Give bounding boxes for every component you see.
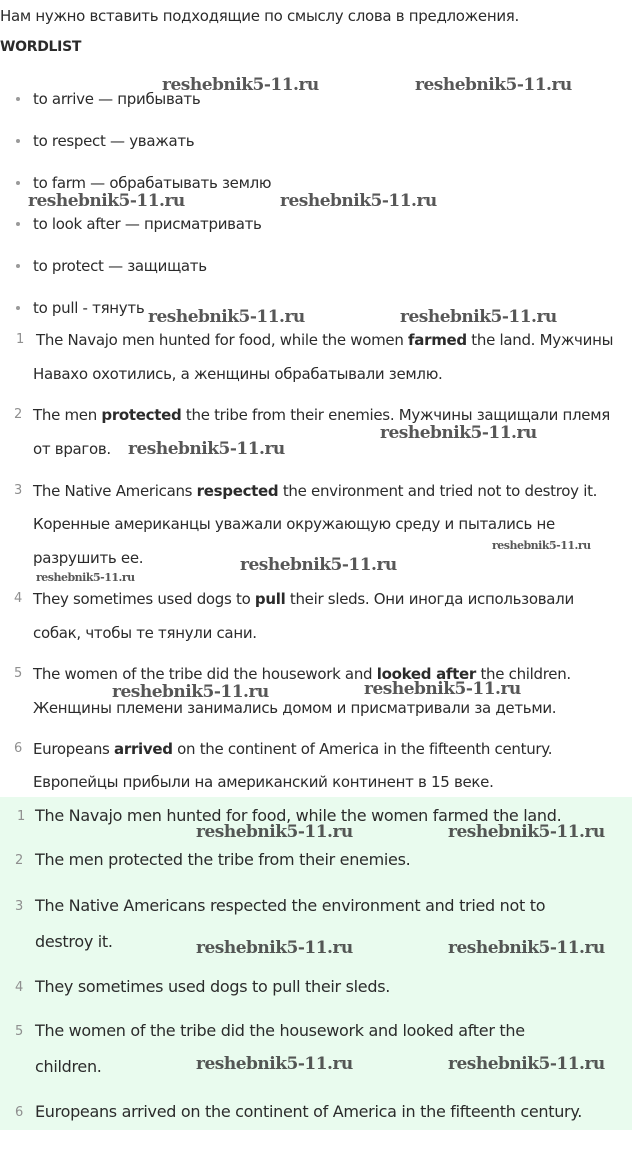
watermark: reshebnik5-11.ru <box>492 539 591 552</box>
answer-number: 4 <box>15 980 24 995</box>
watermark: reshebnik5-11.ru <box>448 938 605 958</box>
watermark: reshebnik5-11.ru <box>36 571 135 584</box>
sentence-translation: от врагов. <box>33 440 111 458</box>
sentence-translation: разрушить ее. <box>33 549 144 567</box>
sentence-translation: Навахо охотились, а женщины обрабатывали землю. <box>33 365 443 383</box>
answer-line: The men protected the tribe from their enemies. <box>35 850 411 869</box>
answer-number: 5 <box>15 1024 24 1039</box>
sentence-line: They sometimes used dogs to pull their sleds. Они иногда использовали <box>33 590 574 608</box>
answer-line: The Native Americans respected the environment and tried not to <box>35 896 546 915</box>
sentence-translation: собак, чтобы те тянули сани. <box>33 624 257 642</box>
bullet-icon <box>16 139 20 143</box>
watermark: reshebnik5-11.ru <box>400 307 557 327</box>
sentence-number: 6 <box>14 741 23 756</box>
bullet-icon <box>16 97 20 101</box>
answer-number: 1 <box>17 809 26 824</box>
watermark: reshebnik5-11.ru <box>415 75 572 95</box>
sentence-number: 3 <box>14 483 23 498</box>
wordlist-title: WORDLIST <box>0 39 82 55</box>
answer-block <box>0 797 632 1130</box>
watermark: reshebnik5-11.ru <box>240 555 397 575</box>
answer-line: children. <box>35 1057 102 1076</box>
answer-line: Europeans arrived on the continent of America in the fifteenth century. <box>35 1102 582 1121</box>
watermark: reshebnik5-11.ru <box>448 822 605 842</box>
sentence-line: Europeans arrived on the continent of America in the fifteenth century. <box>33 740 553 758</box>
watermark: reshebnik5-11.ru <box>280 191 437 211</box>
sentence-translation: Женщины племени занимались домом и присматривали за детьми. <box>33 699 557 717</box>
sentence-translation: Коренные американцы уважали окружающую среду и пытались не <box>33 515 555 533</box>
bullet-icon <box>16 181 20 185</box>
bullet-icon <box>16 264 20 268</box>
watermark: reshebnik5-11.ru <box>196 1054 353 1074</box>
answer-number: 3 <box>15 899 24 914</box>
answer-number: 6 <box>15 1105 24 1120</box>
watermark: reshebnik5-11.ru <box>196 938 353 958</box>
watermark: reshebnik5-11.ru <box>28 191 185 211</box>
answer-number: 2 <box>15 853 24 868</box>
watermark: reshebnik5-11.ru <box>162 75 319 95</box>
watermark: reshebnik5-11.ru <box>448 1054 605 1074</box>
answer-line: The Navajo men hunted for food, while the women farmed the land. <box>35 806 562 825</box>
answer-line: They sometimes used dogs to pull their sleds. <box>35 977 391 996</box>
answer-line: The women of the tribe did the housework and looked after the <box>35 1021 525 1040</box>
watermark: reshebnik5-11.ru <box>364 679 521 699</box>
sentence-number: 5 <box>14 666 23 681</box>
sentence-number: 4 <box>14 591 23 606</box>
sentence-line: The women of the tribe did the housework and looked after the children. <box>33 665 571 683</box>
answer-line: destroy it. <box>35 932 113 951</box>
watermark: reshebnik5-11.ru <box>196 822 353 842</box>
sentence-translation: Европейцы прибыли на американский континент в 15 веке. <box>33 773 494 791</box>
sentence-line: The men protected the tribe from their enemies. Мужчины защищали племя <box>33 406 610 424</box>
sentence-line: The Navajo men hunted for food, while the women farmed the land. Мужчины <box>36 331 614 349</box>
watermark: reshebnik5-11.ru <box>112 682 269 702</box>
watermark: reshebnik5-11.ru <box>148 307 305 327</box>
watermark: reshebnik5-11.ru <box>128 439 285 459</box>
sentence-line: The Native Americans respected the environment and tried not to destroy it. <box>33 482 598 500</box>
sentence-number: 2 <box>14 407 23 422</box>
watermark: reshebnik5-11.ru <box>380 423 537 443</box>
bullet-icon <box>16 306 20 310</box>
sentence-number: 1 <box>16 332 25 347</box>
bullet-icon <box>16 222 20 226</box>
intro-text: Нам нужно вставить подходящие по смыслу слова в предложения. <box>0 7 519 25</box>
